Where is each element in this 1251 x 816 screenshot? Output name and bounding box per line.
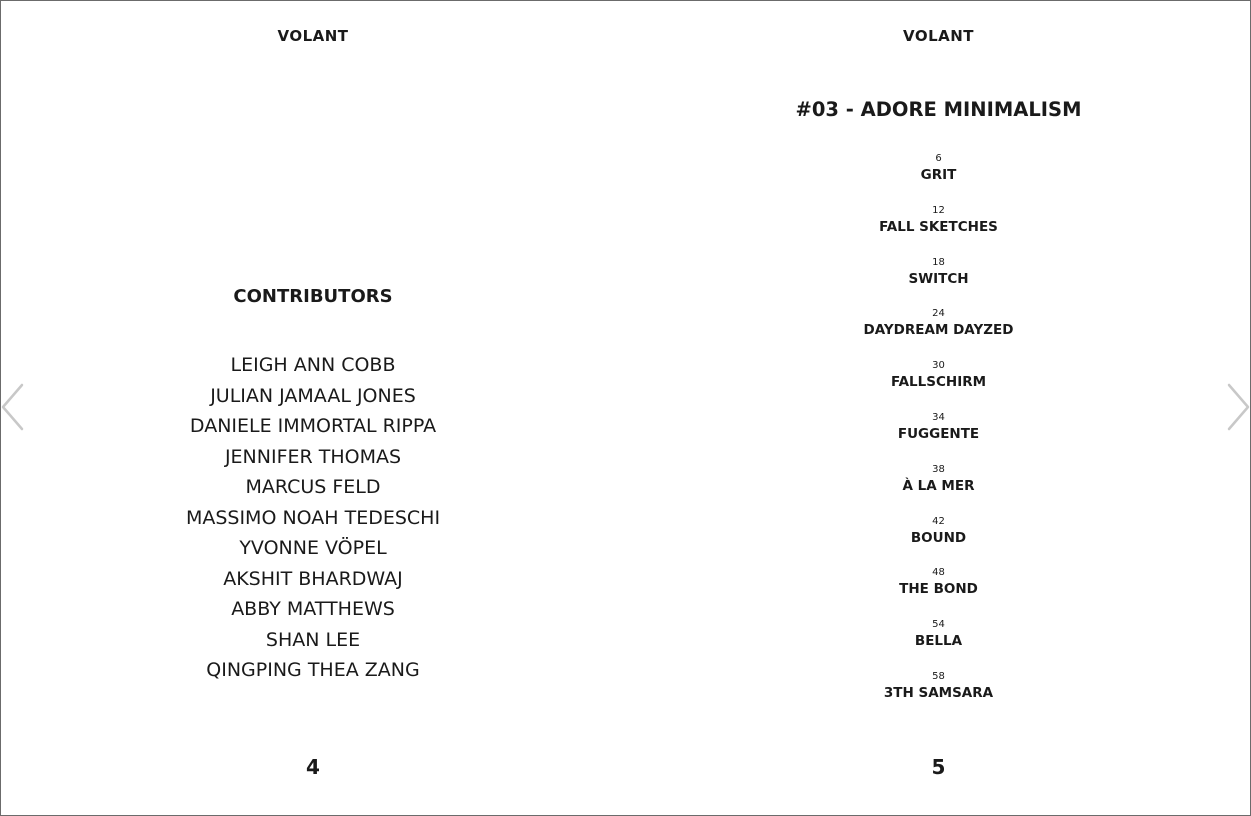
toc-item[interactable] — [626, 463, 1251, 515]
toc-title: 3TH SAMSARA — [883, 684, 994, 701]
toc-page-number: 24 — [932, 308, 945, 320]
contributor-name: LEIGH ANN COBB — [230, 354, 396, 376]
contributor-name: JENNIFER THOMAS — [224, 445, 402, 468]
contributor-name: MASSIMO NOAH TEDESCHI — [185, 506, 441, 529]
toc-title: BELLA — [914, 633, 963, 650]
toc-item[interactable] — [626, 256, 1251, 308]
toc-item[interactable] — [626, 204, 1251, 256]
contributor-list — [0, 350, 626, 686]
contributor-name: JULIAN JAMAAL JONES — [210, 384, 416, 407]
toc-page-number: 34 — [932, 411, 945, 423]
toc-item[interactable] — [626, 152, 1251, 204]
contributor-name: MARCUS FELD — [245, 476, 381, 498]
chevron-right-icon — [1225, 382, 1251, 432]
toc-title: DAYDREAM DAYZED — [863, 322, 1014, 339]
issue-title: #03 - ADORE MINIMALISM — [795, 98, 1082, 121]
toc-title: À LA MER — [902, 477, 975, 494]
contributor-name: DANIELE IMMORTAL RIPPA — [189, 415, 437, 437]
toc-page-number: 6 — [935, 153, 942, 164]
magazine-logo: VOLANT — [902, 27, 975, 45]
toc-title: BOUND — [910, 529, 967, 546]
toc-page-number: 42 — [932, 515, 945, 527]
toc-page-number: 38 — [932, 463, 945, 475]
page-number-right: 5 — [931, 755, 946, 779]
toc-item[interactable] — [626, 670, 1251, 722]
section-title: CONTRIBUTORS — [233, 286, 393, 307]
contributor-name: YVONNE VÖPEL — [239, 537, 387, 559]
contributor-name: SHAN LEE — [265, 628, 361, 651]
contributor-name: ABBY MATTHEWS — [231, 598, 395, 620]
toc-title: GRIT — [920, 167, 957, 183]
toc-item[interactable] — [626, 359, 1251, 411]
magazine-logo: VOLANT — [277, 27, 349, 45]
toc-item[interactable] — [626, 307, 1251, 359]
toc-item[interactable] — [626, 411, 1251, 463]
table-of-contents — [626, 152, 1251, 722]
toc-page-number: 54 — [932, 619, 945, 631]
toc-page-number: 30 — [932, 360, 945, 372]
toc-title: FUGGENTE — [897, 425, 980, 442]
toc-item[interactable] — [626, 515, 1251, 567]
toc-title: SWITCH — [908, 270, 969, 287]
previous-page-button[interactable] — [0, 382, 26, 432]
toc-title: FALL SKETCHES — [879, 218, 998, 235]
toc-page-number: 58 — [932, 670, 945, 682]
toc-title: FALLSCHIRM — [890, 374, 987, 391]
toc-page-number: 12 — [932, 204, 945, 216]
toc-item[interactable] — [626, 618, 1251, 670]
toc-page-number: 48 — [932, 567, 945, 579]
toc-title: THE BOND — [899, 581, 978, 598]
chevron-left-icon — [0, 382, 26, 432]
page-number-left: 4 — [306, 755, 320, 779]
contributor-name: AKSHIT BHARDWAJ — [223, 567, 403, 590]
next-page-button[interactable] — [1225, 382, 1251, 432]
contributor-name: QINGPING THEA ZANG — [206, 659, 420, 681]
toc-item[interactable] — [626, 566, 1251, 618]
toc-page-number: 18 — [932, 256, 945, 268]
right-page — [626, 0, 1251, 816]
